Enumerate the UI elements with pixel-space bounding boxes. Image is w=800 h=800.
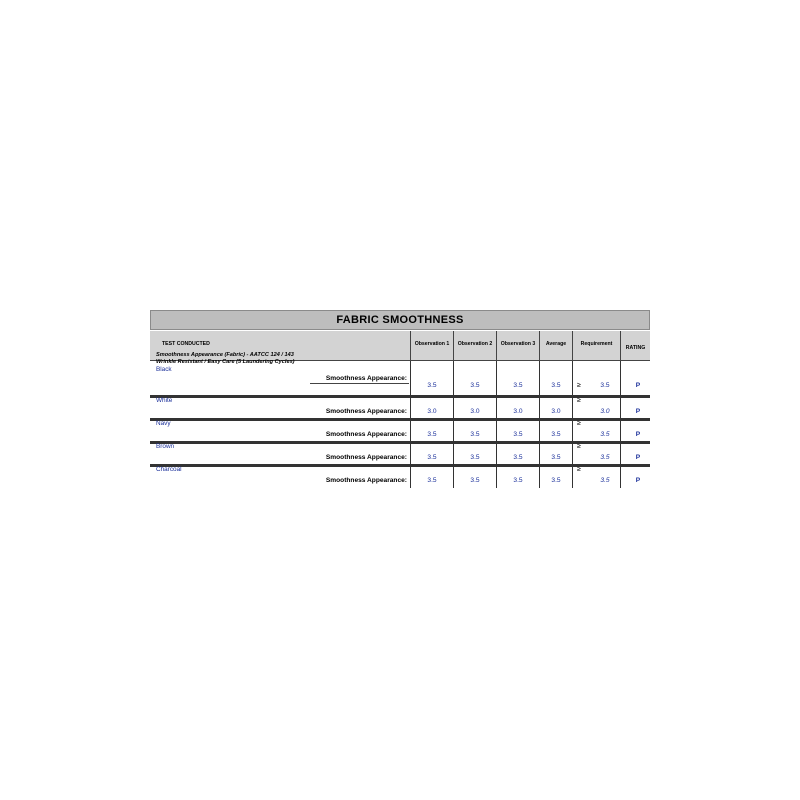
row-observation-3: 3.5 (513, 477, 523, 484)
header-average: Average (540, 331, 573, 361)
row-observation-2: 3.5 (470, 477, 480, 484)
row-separator (150, 464, 650, 467)
header-rating: RATING (621, 331, 650, 361)
column-divider (572, 361, 573, 488)
greater-equal-symbol: ≥ (577, 382, 581, 389)
row-average: 3.0 (551, 408, 561, 415)
column-divider (410, 361, 411, 488)
row-observation-1: 3.5 (427, 382, 437, 389)
row-color-name: Navy (156, 420, 171, 427)
row-average: 3.5 (551, 454, 561, 461)
row-color-name: White (156, 397, 173, 404)
greater-equal-symbol: ≥ (577, 443, 581, 450)
row-color-name: Brown (156, 443, 175, 450)
row-requirement: 3.5 (600, 382, 610, 389)
column-divider (539, 361, 540, 488)
row-label: Smoothness Appearance: (325, 375, 407, 382)
greater-equal-symbol: ≥ (577, 397, 581, 404)
row-observation-2: 3.0 (470, 408, 480, 415)
row-requirement: 3.0 (600, 408, 610, 415)
row-label: Smoothness Appearance: (325, 408, 407, 415)
row-observation-3: 3.5 (513, 454, 523, 461)
header-observation-2: Observation 2 (454, 331, 497, 361)
row-rating: P (635, 408, 641, 415)
row-requirement: 3.5 (600, 454, 610, 461)
column-divider (453, 361, 454, 488)
row-requirement: 3.5 (600, 477, 610, 484)
test-method-title: Smoothness Appearance (Fabric) - AATCC 124 / 143 (156, 352, 294, 358)
fabric-smoothness-report (150, 310, 650, 488)
row-observation-3: 3.5 (513, 431, 523, 438)
row-rating: P (635, 382, 641, 389)
label-underline (310, 383, 409, 384)
row-observation-2: 3.5 (470, 431, 480, 438)
row-separator (150, 418, 650, 421)
row-label: Smoothness Appearance: (325, 477, 407, 484)
column-divider (620, 361, 621, 488)
test-method-subtitle: Wrinkle Resistant / Easy Care (5 Laundering Cycles) (156, 359, 295, 365)
row-observation-3: 3.5 (513, 382, 523, 389)
row-observation-1: 3.0 (427, 408, 437, 415)
column-divider (496, 361, 497, 488)
header-observation-3: Observation 3 (497, 331, 540, 361)
greater-equal-symbol: ≥ (577, 420, 581, 427)
row-observation-2: 3.5 (470, 454, 480, 461)
row-requirement: 3.5 (600, 431, 610, 438)
row-observation-1: 3.5 (427, 454, 437, 461)
row-color-name: Black (156, 366, 172, 373)
header-observation-1: Observation 1 (411, 331, 454, 361)
row-observation-3: 3.0 (513, 408, 523, 415)
row-rating: P (635, 431, 641, 438)
row-color-name: Charcoal (156, 466, 182, 473)
header-test-conducted: TEST CONDUCTED (150, 331, 411, 361)
row-observation-1: 3.5 (427, 477, 437, 484)
header-requirement: Requirement (573, 331, 621, 361)
greater-equal-symbol: ≥ (577, 466, 581, 473)
row-observation-1: 3.5 (427, 431, 437, 438)
row-observation-2: 3.5 (470, 382, 480, 389)
row-average: 3.5 (551, 431, 561, 438)
report-title: FABRIC SMOOTHNESS (150, 310, 650, 330)
row-rating: P (635, 454, 641, 461)
row-label: Smoothness Appearance: (325, 454, 407, 461)
row-rating: P (635, 477, 641, 484)
row-separator (150, 395, 650, 398)
row-average: 3.5 (551, 477, 561, 484)
row-label: Smoothness Appearance: (325, 431, 407, 438)
row-separator (150, 441, 650, 444)
row-average: 3.5 (551, 382, 561, 389)
